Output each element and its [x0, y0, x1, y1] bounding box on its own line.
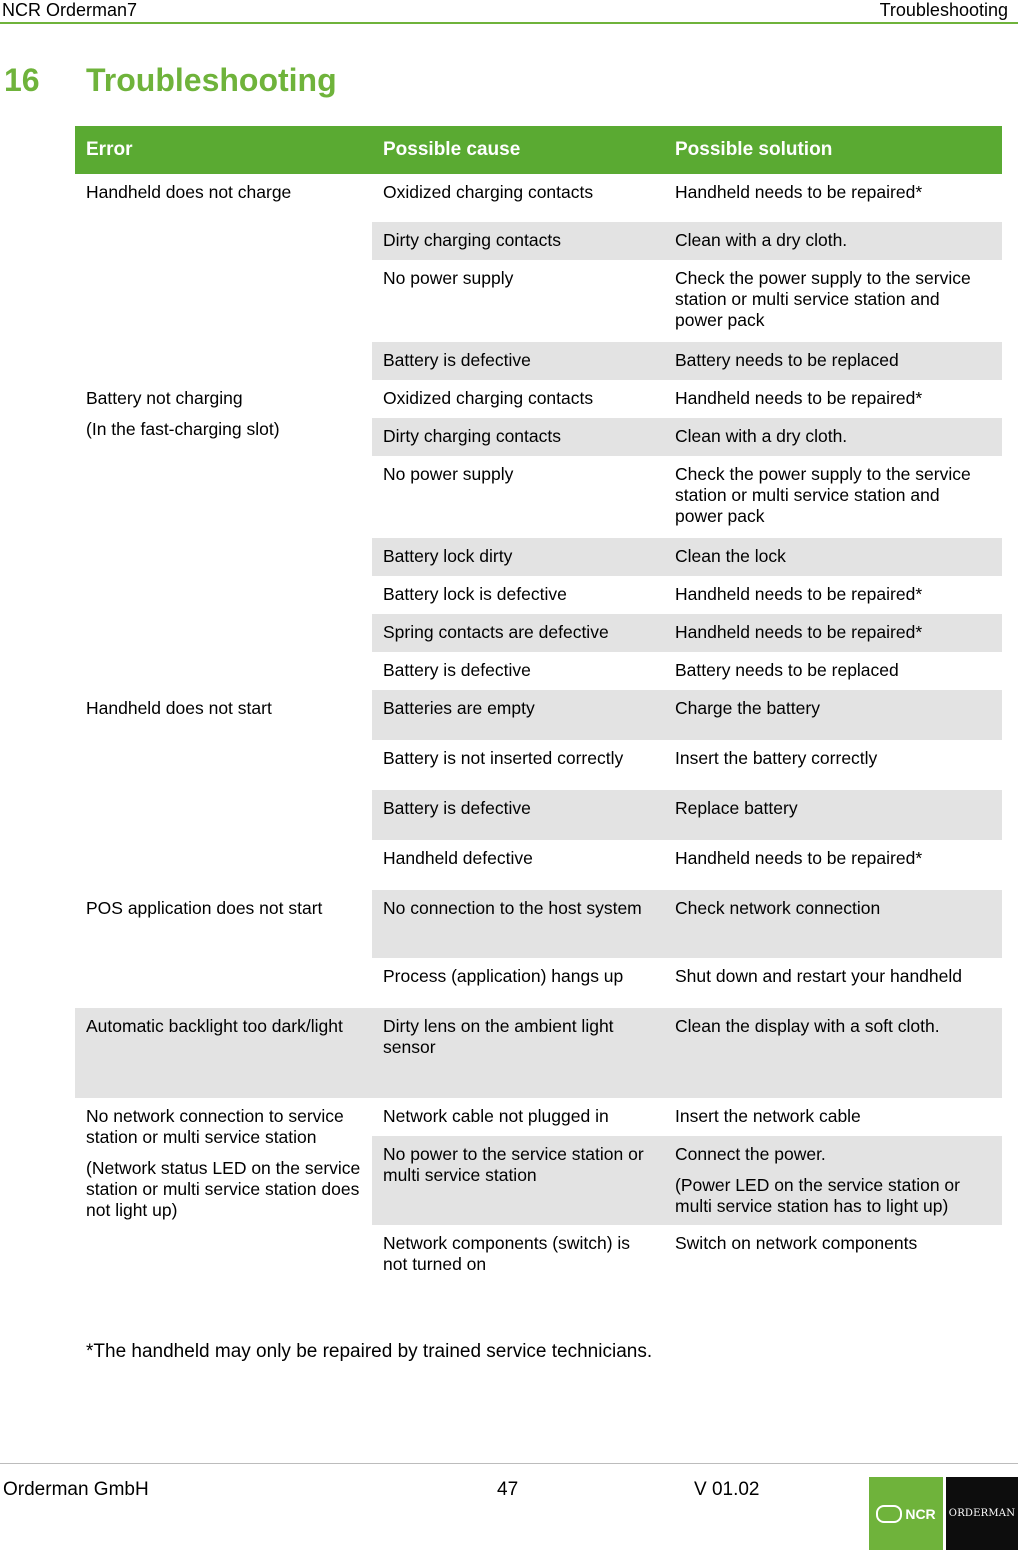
table-body [75, 174, 1002, 1293]
cause-cell: Oxidized charging contacts [383, 388, 594, 408]
solution-text: Insert the battery correctly [675, 748, 878, 768]
solution-cell [664, 576, 1002, 614]
solution-cell [664, 342, 1002, 380]
solution-text: Handheld needs to be repaired* [675, 584, 923, 604]
solution-text: Handheld needs to be repaired* [675, 622, 923, 642]
solution-text: Clean the lock [675, 546, 786, 566]
solution-cell [664, 538, 1002, 576]
table-row [75, 690, 1002, 740]
cause-cell: Dirty charging contacts [372, 418, 664, 456]
solution-text: Handheld needs to be repaired* [675, 388, 923, 408]
ncr-logo [869, 1477, 943, 1550]
solution-text: Check network connection [675, 898, 881, 918]
footer-rule [0, 1463, 1018, 1464]
solution-cell [664, 1008, 1002, 1098]
repair-footnote: *The handheld may only be repaired by trained service technicians. [86, 1341, 653, 1362]
solution-text: (Power LED on the service station or multi service station has to light up) [675, 1175, 960, 1216]
table-row [75, 174, 1002, 222]
col-header-solution: Possible solution [664, 126, 1002, 174]
solution-cell [664, 890, 1002, 958]
ncr-logo-mark-icon [876, 1505, 902, 1523]
solution-cell [664, 652, 1002, 690]
cause-cell: Battery is defective [372, 342, 664, 380]
solution-cell [664, 1098, 1002, 1136]
error-cell [75, 690, 372, 890]
cause-cell: Network components (switch) is not turned on [383, 1233, 631, 1274]
cause-cell: Spring contacts are defective [372, 614, 664, 652]
cause-cell: No power supply [383, 268, 514, 288]
cause-cell: Dirty charging contacts [372, 222, 664, 260]
solution-text: Clean with a dry cloth. [675, 230, 848, 250]
solution-text: Connect the power. [675, 1144, 826, 1164]
table-row [75, 1008, 1002, 1098]
solution-cell [664, 260, 1002, 342]
footer-company: Orderman GmbH [3, 1479, 149, 1500]
orderman-logo-text: ORDERMAN [948, 1508, 1016, 1519]
solution-text: Charge the battery [675, 698, 820, 718]
solution-text: Handheld needs to be repaired* [675, 182, 923, 202]
section-number: 16 [4, 62, 40, 98]
error-cell [75, 380, 372, 690]
error-text: Handheld does not start [86, 698, 272, 718]
cause-cell: Battery lock dirty [372, 538, 664, 576]
error-text: POS application does not start [86, 898, 323, 918]
error-cell [75, 1008, 372, 1098]
solution-cell [664, 1225, 1002, 1293]
solution-cell [664, 1136, 1002, 1225]
page-header [0, 0, 1018, 24]
solution-cell [664, 456, 1002, 538]
cause-cell: No power supply [383, 464, 514, 484]
solution-cell [664, 740, 1002, 790]
cause-cell: Oxidized charging contacts [383, 182, 594, 202]
solution-text: Battery needs to be replaced [675, 350, 899, 370]
cause-cell: Battery is defective [383, 660, 531, 680]
solution-cell [664, 840, 1002, 890]
solution-cell [664, 958, 1002, 1008]
cause-cell: Network cable not plugged in [383, 1106, 609, 1126]
solution-cell [664, 222, 1002, 260]
solution-cell [664, 418, 1002, 456]
cause-cell: Process (application) hangs up [383, 966, 624, 986]
section-title-text: Troubleshooting [86, 62, 337, 98]
solution-cell [664, 614, 1002, 652]
error-cell [75, 174, 372, 380]
error-text: Handheld does not charge [86, 182, 292, 202]
solution-text: Check the power supply to the service station or multi service station and power pack [675, 464, 971, 526]
header-product: NCR Orderman7 [2, 0, 138, 20]
cause-cell: Battery is not inserted correctly [383, 748, 624, 768]
error-text: No network connection to service station or multi service station [86, 1106, 344, 1147]
cause-cell: No power to the service station or multi service station [372, 1136, 664, 1225]
solution-text: Shut down and restart your handheld [675, 966, 962, 986]
footer-page-number: 47 [497, 1479, 519, 1500]
solution-text: Handheld needs to be repaired* [675, 848, 923, 868]
solution-cell [664, 690, 1002, 740]
error-text: Battery not charging [86, 388, 243, 408]
table-row [75, 1098, 1002, 1136]
solution-text: Replace battery [675, 798, 798, 818]
error-text: Automatic backlight too dark/light [86, 1016, 343, 1036]
solution-text: Insert the network cable [675, 1106, 861, 1126]
solution-cell [664, 790, 1002, 840]
cause-cell: Battery is defective [372, 790, 664, 840]
error-cell [75, 1098, 372, 1293]
table-header-row [75, 126, 1002, 174]
table-row [75, 890, 1002, 958]
cause-cell: Dirty lens on the ambient light sensor [372, 1008, 664, 1098]
solution-cell [664, 174, 1002, 222]
solution-text: Battery needs to be replaced [675, 660, 899, 680]
solution-cell [664, 380, 1002, 418]
error-text: (In the fast-charging slot) [86, 419, 280, 439]
cause-cell: Battery lock is defective [383, 584, 567, 604]
cause-cell: Handheld defective [383, 848, 533, 868]
col-header-error: Error [75, 126, 372, 174]
header-chapter: Troubleshooting [879, 0, 1008, 20]
solution-text: Switch on network components [675, 1233, 918, 1253]
troubleshooting-table [75, 126, 1002, 1293]
cause-cell: Batteries are empty [372, 690, 664, 740]
section-title [4, 62, 337, 99]
solution-text: Clean the display with a soft cloth. [675, 1016, 940, 1036]
table-row [75, 380, 1002, 418]
solution-text: Clean with a dry cloth. [675, 426, 848, 446]
cause-cell: No connection to the host system [372, 890, 664, 958]
footer-version: V 01.02 [694, 1479, 760, 1500]
solution-text: Check the power supply to the service station or multi service station and power pack [675, 268, 971, 330]
ncr-logo-text: NCR [905, 1505, 936, 1522]
error-text: (Network status LED on the service station or multi service station does not light up) [86, 1158, 361, 1220]
col-header-cause: Possible cause [372, 126, 664, 174]
orderman-logo [946, 1477, 1018, 1550]
error-cell [75, 890, 372, 1008]
